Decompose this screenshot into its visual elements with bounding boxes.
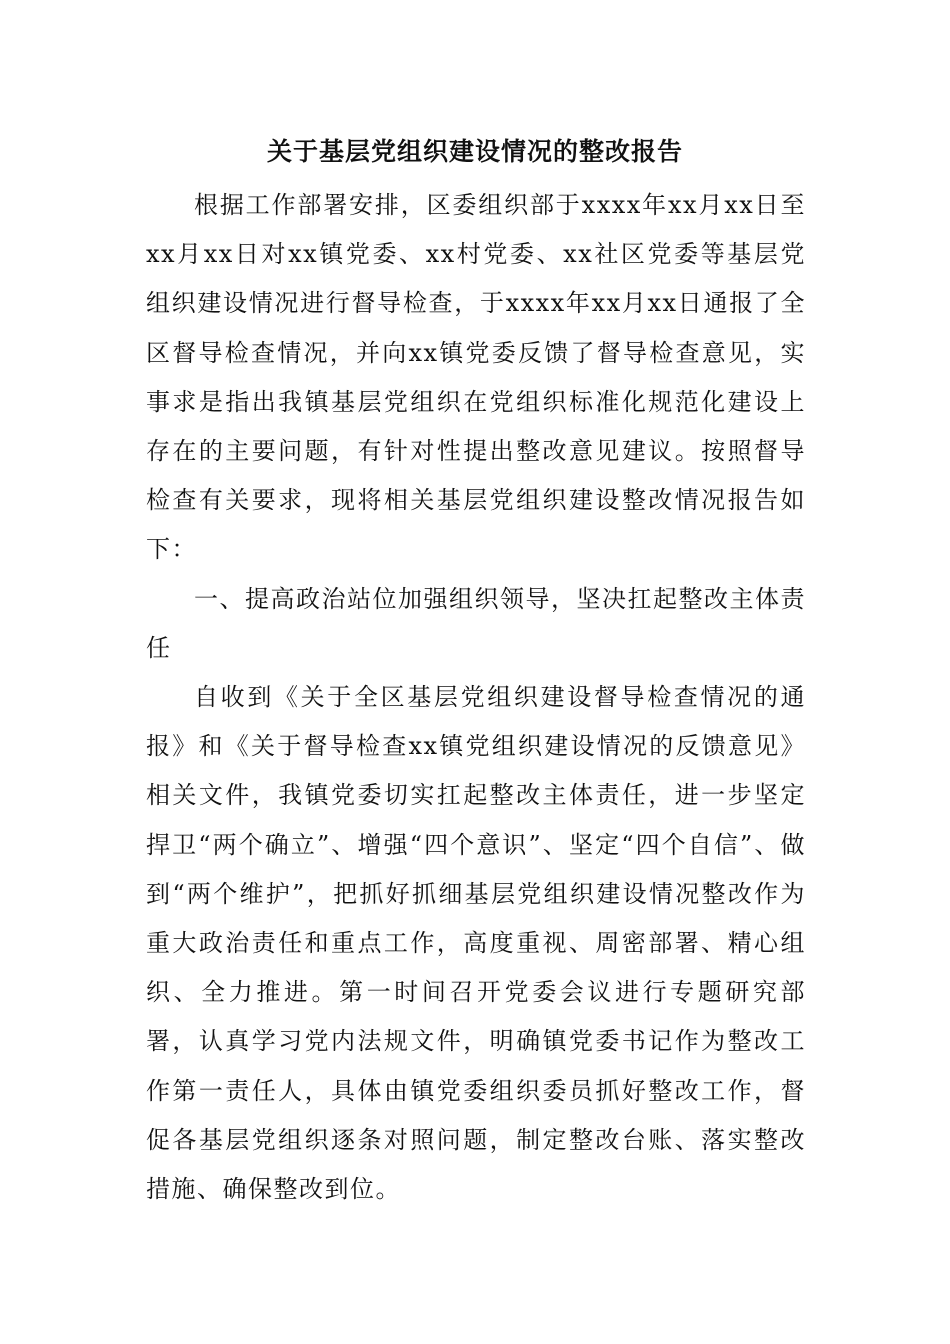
document-body xyxy=(146,181,806,1214)
section-heading-1: 一、提高政治站位加强组织领导，坚决扛起整改主体责任 xyxy=(146,584,806,662)
paragraph-intro: 根据工作部署安排，区委组织部于xxxx年xx月xx日至xx月xx日对xx镇党委、xx村党委、xx社区党委等基层党组织建设情况进行督导检查，于xxxx年xx月xx日通报了全区督导检查情况，并向xx镇党委反馈了督导检查意见，实事求是指出我镇基层党组织在党组织标准化规范化建设上存在的主要问题，有针对性提出整改意见建议。按照督导检查有关要求，现将相关基层党组织建设整改情况报告如下： xyxy=(146,191,806,564)
paragraph-section-1: 自收到《关于全区基层党组织建设督导检查情况的通报》和《关于督导检查xx镇党组织建设情况的反馈意见》相关文件，我镇党委切实扛起整改主体责任，进一步坚定捍卫“两个确立”、增强“四个意识”、坚定“四个自信”、做到“两个维护”，把抓好抓细基层党组织建设情况整改作为重大政治责任和重点工作，高度重视、周密部署、精心组织、全力推进。第一时间召开党委会议进行专题研究部署，认真学习党内法规文件，明确镇党委书记作为整改工作第一责任人，具体由镇党委组织委员抓好整改工作，督促各基层党组织逐条对照问题，制定整改台账、落实整改措施、确保整改到位。 xyxy=(146,683,806,1204)
document-title: 关于基层党组织建设情况的整改报告 xyxy=(266,137,683,166)
